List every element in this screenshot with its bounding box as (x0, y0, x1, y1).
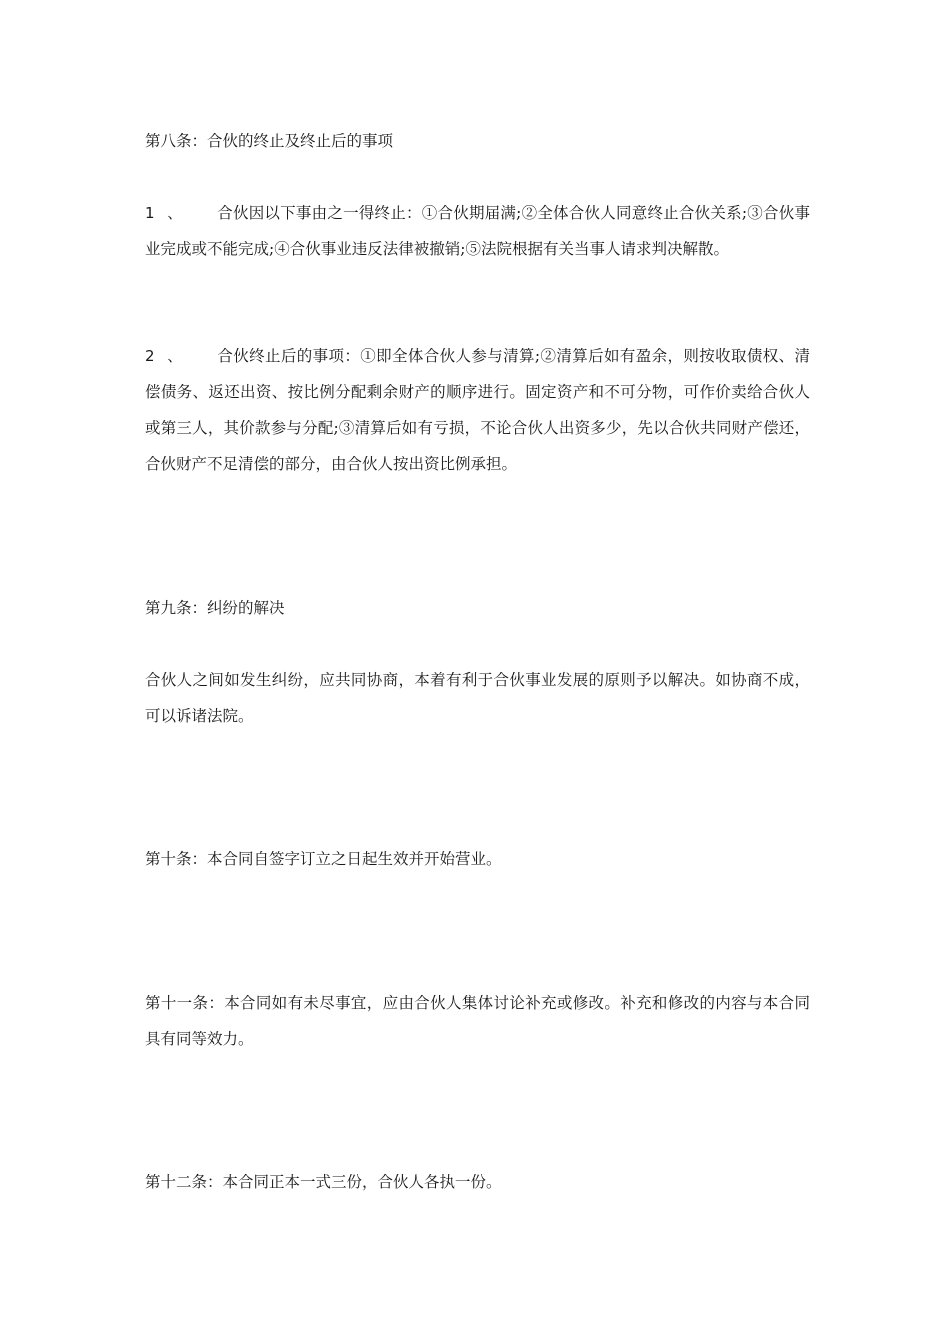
article-8-heading: 第八条：合伙的终止及终止后的事项 (145, 132, 394, 150)
article-10-text: 第十条：本合同自签字订立之日起生效并开始营业。 (145, 850, 502, 868)
item-text: 合伙终止后的事项：①即全体合伙人参与清算;②清算后如有盈余，则按收取债权、清偿债务、返还出资、按比例分配剩余财产的顺序进行。固定资产和不可分物，可作价卖给合伙人或第三人，其价款参与分配;③清算后如有亏损，不论合伙人出资多少，先以合伙共同财产偿还，合伙财产不足清偿的部分，由合伙人按出资比例承担。 (145, 347, 810, 473)
article-8-item-2 (145, 338, 810, 482)
article-9-heading: 第九条：纠纷的解决 (145, 599, 285, 617)
item-number: 2 、 (145, 347, 187, 365)
article-8-item-1 (145, 195, 810, 267)
article-9-body: 合伙人之间如发生纠纷，应共同协商，本着有利于合伙事业发展的原则予以解决。如协商不成，可以诉诸法院。 (145, 671, 810, 725)
item-number: 1 、 (145, 204, 187, 222)
item-text: 合伙因以下事由之一得终止：①合伙期届满;②全体合伙人同意终止合伙关系;③合伙事业完成或不能完成;④合伙事业违反法律被撤销;⑤法院根据有关当事人请求判决解散。 (145, 204, 810, 258)
article-12-text: 第十二条：本合同正本一式三份，合伙人各执一份。 (145, 1173, 502, 1191)
article-11-text: 第十一条：本合同如有未尽事宜，应由合伙人集体讨论补充或修改。补充和修改的内容与本合同具有同等效力。 (145, 994, 810, 1048)
